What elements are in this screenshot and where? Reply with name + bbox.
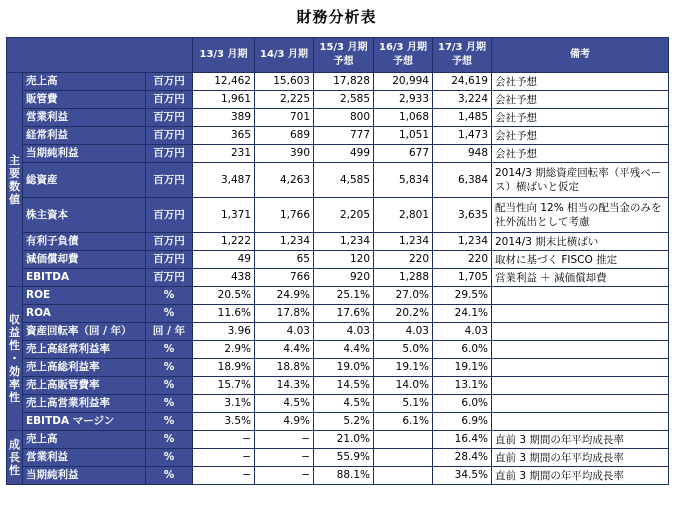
table-row (7, 449, 669, 467)
value-cell: 17.6% (314, 305, 374, 323)
value-cell: 5.0% (374, 341, 433, 359)
header-corner (7, 38, 193, 73)
row-unit: % (146, 467, 193, 485)
value-cell: 15.7% (193, 377, 255, 395)
row-label: EBITDA マージン (23, 413, 146, 431)
value-cell: 920 (314, 269, 374, 287)
table-row (7, 91, 669, 109)
row-label: ROA (23, 305, 146, 323)
row-label: 売上高 (23, 431, 146, 449)
table-row (7, 431, 669, 449)
note-cell: 2014/3 期総資産回転率（平残ベース）横ばいと仮定 (492, 163, 669, 198)
value-cell: 4.4% (314, 341, 374, 359)
row-label: 当期純利益 (23, 467, 146, 485)
note-cell: 直前 3 期間の年平均成長率 (492, 449, 669, 467)
table-row (7, 233, 669, 251)
row-unit: % (146, 305, 193, 323)
table-row (7, 145, 669, 163)
value-cell (374, 431, 433, 449)
header-row (7, 38, 669, 73)
row-label: 有利子負債 (23, 233, 146, 251)
value-cell: 2,585 (314, 91, 374, 109)
row-unit: % (146, 395, 193, 413)
page-title: 財務分析表 (296, 8, 377, 26)
row-unit: % (146, 431, 193, 449)
value-cell: 65 (255, 251, 314, 269)
col-header-fy13: 13/3 月期 (193, 38, 255, 73)
value-cell: 677 (374, 145, 433, 163)
value-cell: − (193, 431, 255, 449)
col-header-fy17-period: 17/3 月期 (437, 42, 486, 53)
value-cell: 220 (374, 251, 433, 269)
value-cell: 11.6% (193, 305, 255, 323)
value-cell: 4.9% (255, 413, 314, 431)
value-cell: 6.9% (433, 413, 492, 431)
value-cell: 20,994 (374, 73, 433, 91)
col-header-fy15-period: 15/3 月期 (319, 42, 368, 53)
value-cell: 28.4% (433, 449, 492, 467)
value-cell: 14.0% (374, 377, 433, 395)
value-cell: 16.4% (433, 431, 492, 449)
row-unit: 百万円 (146, 269, 193, 287)
value-cell: 120 (314, 251, 374, 269)
value-cell: 15,603 (255, 73, 314, 91)
value-cell: 24.9% (255, 287, 314, 305)
value-cell: 34.5% (433, 467, 492, 485)
note-cell: 直前 3 期間の年平均成長率 (492, 467, 669, 485)
value-cell: 1,234 (314, 233, 374, 251)
value-cell: 3,487 (193, 163, 255, 198)
value-cell: 3,635 (433, 198, 492, 233)
value-cell: 1,766 (255, 198, 314, 233)
value-cell: 21.0% (314, 431, 374, 449)
row-unit: 百万円 (146, 145, 193, 163)
row-label: 当期純利益 (23, 145, 146, 163)
row-label: 株主資本 (23, 198, 146, 233)
value-cell: 2.9% (193, 341, 255, 359)
row-label: 売上高経常利益率 (23, 341, 146, 359)
row-label: ROE (23, 287, 146, 305)
value-cell: 2,933 (374, 91, 433, 109)
value-cell: − (193, 449, 255, 467)
table-row (7, 305, 669, 323)
note-cell: 2014/3 期末比横ばい (492, 233, 669, 251)
value-cell: 4.03 (433, 323, 492, 341)
row-label: 資産回転率（回 / 年） (23, 323, 146, 341)
note-cell (492, 341, 669, 359)
col-header-note: 備考 (492, 38, 669, 73)
value-cell: 1,288 (374, 269, 433, 287)
value-cell: 13.1% (433, 377, 492, 395)
table-row (7, 287, 669, 305)
row-label: 減価償却費 (23, 251, 146, 269)
value-cell: 4.4% (255, 341, 314, 359)
row-label: 営業利益 (23, 109, 146, 127)
value-cell: 17.8% (255, 305, 314, 323)
row-label: EBITDA (23, 269, 146, 287)
col-header-fy15-forecast: 予想 (333, 56, 354, 67)
value-cell: 24,619 (433, 73, 492, 91)
value-cell: 389 (193, 109, 255, 127)
value-cell: 390 (255, 145, 314, 163)
value-cell: 14.5% (314, 377, 374, 395)
value-cell: 499 (314, 145, 374, 163)
col-header-fy17 (433, 38, 492, 73)
row-label: 販管費 (23, 91, 146, 109)
table-row (7, 163, 669, 198)
value-cell: 1,961 (193, 91, 255, 109)
value-cell: 4,263 (255, 163, 314, 198)
value-cell: 14.3% (255, 377, 314, 395)
col-header-fy16 (374, 38, 433, 73)
note-cell (492, 395, 669, 413)
category-profitability: 収 益 性 ・ 効 率 性 (7, 287, 23, 431)
value-cell: 3.5% (193, 413, 255, 431)
value-cell: 6.1% (374, 413, 433, 431)
value-cell: − (255, 431, 314, 449)
value-cell: 1,234 (433, 233, 492, 251)
value-cell: 4.03 (314, 323, 374, 341)
row-unit: 百万円 (146, 163, 193, 198)
table-row (7, 251, 669, 269)
value-cell: − (255, 467, 314, 485)
row-unit: 百万円 (146, 109, 193, 127)
note-cell (492, 377, 669, 395)
table-row (7, 198, 669, 233)
value-cell: 689 (255, 127, 314, 145)
value-cell: 1,068 (374, 109, 433, 127)
row-unit: 百万円 (146, 73, 193, 91)
value-cell: 777 (314, 127, 374, 145)
col-header-fy16-period: 16/3 月期 (378, 42, 427, 53)
value-cell: 1,705 (433, 269, 492, 287)
value-cell: 25.1% (314, 287, 374, 305)
value-cell: 3.96 (193, 323, 255, 341)
value-cell: 17,828 (314, 73, 374, 91)
row-label: 売上高 (23, 73, 146, 91)
note-cell: 配当性向 12% 相当の配当金のみを社外流出として考慮 (492, 198, 669, 233)
value-cell: 948 (433, 145, 492, 163)
value-cell: 4.5% (314, 395, 374, 413)
value-cell: 19.0% (314, 359, 374, 377)
value-cell: 55.9% (314, 449, 374, 467)
table-row (7, 377, 669, 395)
note-cell: 会社予想 (492, 109, 669, 127)
value-cell: 1,473 (433, 127, 492, 145)
value-cell: 29.5% (433, 287, 492, 305)
value-cell: 5.2% (314, 413, 374, 431)
table-row (7, 127, 669, 145)
note-cell: 会社予想 (492, 91, 669, 109)
row-unit: % (146, 449, 193, 467)
row-unit: % (146, 377, 193, 395)
value-cell: 2,225 (255, 91, 314, 109)
row-unit: 百万円 (146, 198, 193, 233)
row-label: 営業利益 (23, 449, 146, 467)
value-cell: 365 (193, 127, 255, 145)
row-unit: % (146, 413, 193, 431)
table-row (7, 359, 669, 377)
table-row (7, 413, 669, 431)
value-cell: 438 (193, 269, 255, 287)
value-cell (374, 449, 433, 467)
row-unit: 百万円 (146, 127, 193, 145)
table-row (7, 73, 669, 91)
row-unit: 百万円 (146, 233, 193, 251)
note-cell: 営業利益 ＋ 減価償却費 (492, 269, 669, 287)
value-cell: 5,834 (374, 163, 433, 198)
table-row (7, 395, 669, 413)
row-label: 売上高販管費率 (23, 377, 146, 395)
value-cell: 1,234 (255, 233, 314, 251)
value-cell: 2,801 (374, 198, 433, 233)
table-row (7, 341, 669, 359)
value-cell: 3,224 (433, 91, 492, 109)
value-cell: 220 (433, 251, 492, 269)
value-cell: 27.0% (374, 287, 433, 305)
col-header-fy14: 14/3 月期 (255, 38, 314, 73)
value-cell: 24.1% (433, 305, 492, 323)
value-cell: 1,222 (193, 233, 255, 251)
value-cell: 1,051 (374, 127, 433, 145)
note-cell: 会社予想 (492, 145, 669, 163)
value-cell: 6,384 (433, 163, 492, 198)
note-cell (492, 323, 669, 341)
value-cell: 49 (193, 251, 255, 269)
row-label: 売上高総利益率 (23, 359, 146, 377)
value-cell: 18.8% (255, 359, 314, 377)
value-cell: − (193, 467, 255, 485)
value-cell: 4.03 (255, 323, 314, 341)
note-cell (492, 413, 669, 431)
value-cell: 1,485 (433, 109, 492, 127)
value-cell: 6.0% (433, 395, 492, 413)
value-cell: 19.1% (433, 359, 492, 377)
value-cell: 20.5% (193, 287, 255, 305)
note-cell: 取材に基づく FISCO 推定 (492, 251, 669, 269)
row-label: 売上高営業利益率 (23, 395, 146, 413)
value-cell: 800 (314, 109, 374, 127)
table-body (7, 73, 669, 485)
value-cell: 6.0% (433, 341, 492, 359)
col-header-fy16-forecast: 予想 (393, 56, 413, 67)
row-label: 経常利益 (23, 127, 146, 145)
row-unit: % (146, 341, 193, 359)
row-unit: 回 / 年 (146, 323, 193, 341)
category-main-figures: 主 要 数 値 (7, 73, 23, 287)
value-cell: 19.1% (374, 359, 433, 377)
value-cell: 4.03 (374, 323, 433, 341)
row-unit: 百万円 (146, 251, 193, 269)
note-cell: 直前 3 期間の年平均成長率 (492, 431, 669, 449)
note-cell: 会社予想 (492, 127, 669, 145)
value-cell (374, 467, 433, 485)
value-cell: 88.1% (314, 467, 374, 485)
note-cell (492, 359, 669, 377)
value-cell: 12,462 (193, 73, 255, 91)
value-cell: 4.5% (255, 395, 314, 413)
financial-analysis-table (6, 37, 669, 485)
table-row (7, 109, 669, 127)
value-cell: 766 (255, 269, 314, 287)
col-header-fy17-forecast: 予想 (452, 56, 472, 67)
table-row (7, 269, 669, 287)
row-label: 総資産 (23, 163, 146, 198)
value-cell: 1,371 (193, 198, 255, 233)
value-cell: 701 (255, 109, 314, 127)
col-header-fy15 (314, 38, 374, 73)
row-unit: % (146, 287, 193, 305)
table-row (7, 467, 669, 485)
note-cell: 会社予想 (492, 73, 669, 91)
value-cell: 1,234 (374, 233, 433, 251)
value-cell: 20.2% (374, 305, 433, 323)
value-cell: 231 (193, 145, 255, 163)
row-unit: % (146, 359, 193, 377)
row-unit: 百万円 (146, 91, 193, 109)
value-cell: 18.9% (193, 359, 255, 377)
note-cell (492, 287, 669, 305)
value-cell: 4,585 (314, 163, 374, 198)
value-cell: − (255, 449, 314, 467)
value-cell: 5.1% (374, 395, 433, 413)
category-growth: 成 長 性 (7, 431, 23, 485)
value-cell: 2,205 (314, 198, 374, 233)
value-cell: 3.1% (193, 395, 255, 413)
note-cell (492, 305, 669, 323)
table-row (7, 323, 669, 341)
